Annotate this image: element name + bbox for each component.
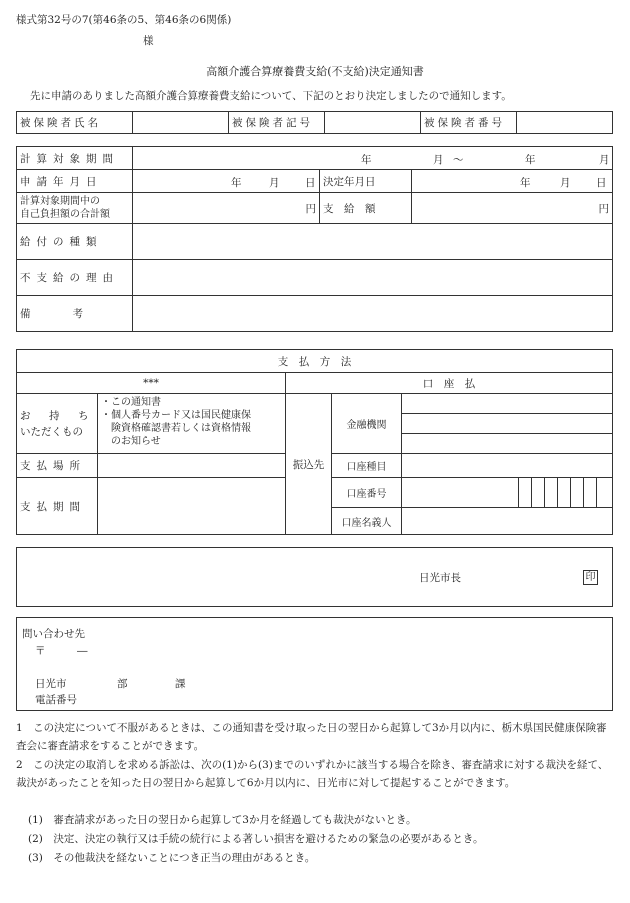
decided-month: 月	[560, 177, 571, 189]
period-label: 計算対象期間	[17, 147, 133, 170]
transfer-label: 振込先	[286, 394, 332, 535]
bring-item-card-line2: 険資格確認書若しくは資格情報	[101, 423, 251, 434]
benefit-kind-label: 給付の種類	[17, 224, 133, 260]
bring-label-line2: いただくもの	[20, 425, 83, 438]
payment-term-label: 支払期間	[17, 478, 98, 535]
account-number-digit-2[interactable]	[532, 478, 545, 508]
contact-phone-label: 電話番号	[35, 694, 77, 706]
payment-left-header: ***	[17, 373, 286, 394]
bring-item-card-line1: ・個人番号カード又は国民健康保	[101, 410, 251, 421]
apply-date-label: 申請年月日	[17, 170, 133, 193]
note-2-item-1: (1) 審査請求があった日の翌日から起算して3か月を経過しても裁決がないとき。	[28, 814, 417, 826]
payment-place-field[interactable]	[98, 454, 286, 478]
bank-field-1[interactable]	[402, 394, 613, 414]
insured-table	[16, 111, 613, 134]
account-number-digit-1[interactable]	[519, 478, 532, 508]
decided-year: 年	[520, 177, 531, 189]
apply-day: 日	[305, 177, 316, 189]
payment-amount-field[interactable]	[412, 193, 613, 224]
bank-field-3[interactable]	[402, 434, 613, 454]
benefit-kind-field[interactable]	[133, 224, 613, 260]
account-number-digit-3[interactable]	[545, 478, 558, 508]
payment-method-title: 支 払 方 法	[17, 350, 613, 373]
remarks-label: 備 考	[17, 296, 133, 332]
insured-symbol-label: 被保険者記号	[229, 112, 325, 134]
self-pay-label-line2: 自己負担額の合計額	[20, 209, 110, 220]
insured-name-field[interactable]	[133, 112, 229, 134]
account-number-digit-6[interactable]	[584, 478, 597, 508]
non-payment-reason-field[interactable]	[133, 260, 613, 296]
period-month1: 月	[433, 154, 444, 166]
addressee-suffix: 様	[143, 35, 154, 47]
contact-label: 問い合わせ先	[22, 628, 85, 640]
period-year2: 年	[525, 154, 536, 166]
payment-yen: 円	[598, 202, 610, 215]
remarks-field[interactable]	[133, 296, 613, 332]
payment-right-header: 口 座 払	[286, 373, 613, 394]
payment-method-table	[16, 349, 613, 535]
account-number-digit-5[interactable]	[571, 478, 584, 508]
bank-label: 金融機関	[332, 394, 402, 454]
decision-table	[16, 146, 613, 332]
apply-month: 月	[269, 177, 280, 189]
self-pay-yen: 円	[305, 202, 316, 215]
decided-date-label: 決定年月日	[320, 170, 412, 193]
form-number: 様式第32号の7(第46条の5、第46条の6関係)	[16, 14, 232, 26]
contact-section: 課	[175, 678, 186, 690]
account-holder-field[interactable]	[402, 508, 613, 535]
contact-dept: 部	[117, 678, 128, 690]
self-pay-label-line1: 計算対象期間中の	[20, 196, 100, 207]
insured-name-label: 被保険者氏名	[17, 112, 133, 134]
contact-box	[16, 617, 613, 711]
account-number-label: 口座番号	[332, 478, 402, 508]
period-field[interactable]	[133, 147, 613, 170]
account-type-label: 口座種目	[332, 454, 402, 478]
insured-symbol-field[interactable]	[325, 112, 421, 134]
account-number-digit-4[interactable]	[558, 478, 571, 508]
self-pay-label	[17, 193, 133, 224]
bring-items-list	[98, 394, 286, 454]
bring-items-label	[17, 394, 98, 454]
mayor-label: 日光市長	[419, 572, 461, 584]
period-month2: 月	[599, 154, 610, 166]
intro-text: 先に申請のありました高額介護合算療養費支給について、下記のとおり決定しましたので通知します。	[30, 90, 512, 102]
page-title: 高額介護合算療養費支給(不支給)決定通知書	[206, 65, 424, 78]
payment-place-label: 支払場所	[17, 454, 98, 478]
self-pay-field[interactable]	[133, 193, 320, 224]
insured-number-label: 被保険者番号	[421, 112, 517, 134]
apply-date-field[interactable]	[133, 170, 320, 193]
issuer-box	[16, 547, 613, 607]
note-2-item-3: (3) その他裁決を経ないことにつき正当の理由があるとき。	[28, 852, 316, 864]
official-seal-icon: 印	[583, 570, 598, 585]
note-2: 2 この決定の取消しを求める訴訟は、次の(1)から(3)までのいずれかに該当する場合を除き、審査請求に対する裁決を経て、裁決があったことを知った日の翌日から起算して6か月以内に、日光市に対して提起することができます。	[16, 759, 609, 789]
contact-postal: 〒 ―	[35, 645, 88, 657]
insured-number-field[interactable]	[517, 112, 613, 134]
bank-field-2[interactable]	[402, 414, 613, 434]
bring-label-line1: お 持 ち	[20, 409, 93, 422]
account-number-cell[interactable]	[402, 478, 519, 508]
note-2-item-2: (2) 決定、決定の執行又は手続の続行による著しい損害を避けるための緊急の必要があるとき。	[28, 833, 484, 845]
account-type-field[interactable]	[402, 454, 613, 478]
account-holder-label: 口座名義人	[332, 508, 402, 535]
decided-date-field[interactable]	[412, 170, 613, 193]
contact-city: 日光市	[35, 678, 67, 690]
non-payment-reason-label: 不支給の理由	[17, 260, 133, 296]
apply-year: 年	[231, 177, 242, 189]
payment-amount-label: 支 給 額	[320, 193, 412, 224]
bring-item-card-line3: のお知らせ	[101, 436, 161, 447]
bring-item-notice: ・この通知書	[101, 397, 161, 408]
decided-day: 日	[596, 177, 607, 189]
payment-term-field[interactable]	[98, 478, 286, 535]
period-tilde: ～	[453, 154, 464, 166]
account-number-digit-7[interactable]	[597, 478, 613, 508]
note-1: 1 この決定について不服があるときは、この通知書を受け取った日の翌日から起算して3か月以内に、栃木県国民健康保険審査会に審査請求をすることができます。	[16, 722, 607, 752]
period-year1: 年	[361, 154, 372, 166]
